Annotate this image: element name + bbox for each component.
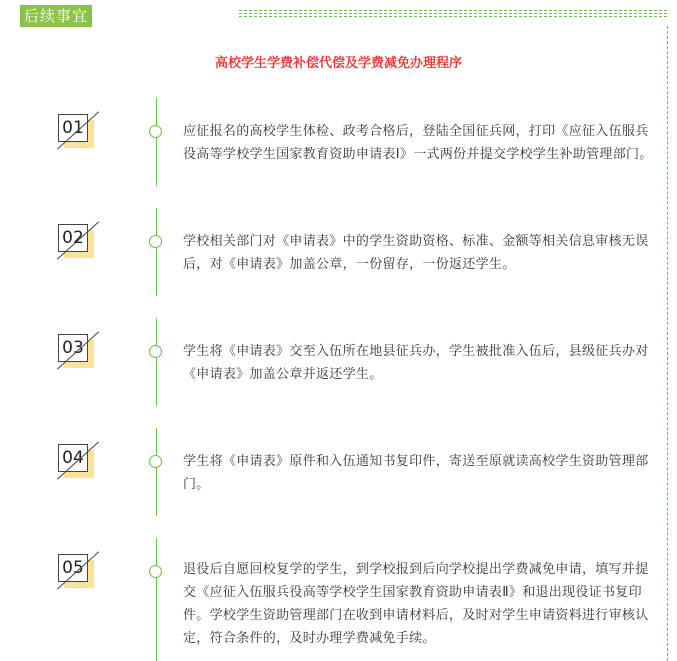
step-number-badge xyxy=(52,220,96,264)
timeline-line xyxy=(156,318,157,406)
step-number: 03 xyxy=(58,334,88,362)
timeline-dot xyxy=(149,125,162,138)
page-title: 高校学生学费补偿代偿及学费减免办理程序 xyxy=(214,56,462,71)
timeline-dot xyxy=(149,345,162,358)
timeline-dot xyxy=(149,455,162,468)
step-number: 04 xyxy=(58,444,88,472)
step-number: 01 xyxy=(58,114,88,142)
header-dotted-rule xyxy=(239,16,667,17)
step-item xyxy=(0,318,667,406)
step-number-badge xyxy=(52,550,96,594)
step-text: 学生将《申请表》原件和入伍通知书复印件，寄送至原就读高校学生资助管理部门。 xyxy=(183,454,649,492)
timeline-line xyxy=(156,98,157,186)
step-text: 学校相关部门对《申请表》中的学生资助资格、标准、金额等相关信息审核无误后，对《申请表》加盖公章，一份留存，一份返还学生。 xyxy=(183,234,649,272)
step-item xyxy=(0,538,667,661)
step-text: 退役后自愿回校复学的学生，到学校报到后向学校提出学费减免申请，填写并提交《应征入伍服兵役高等学校学生国家教育资助申请表Ⅱ》和退出现役证书复印件。学校学生资助管理部门在收到申请材料后，及时对学生申请资料进行审核认定，符合条件的，及时办理学费减免手续。 xyxy=(183,562,649,646)
header-dotted-rule xyxy=(239,10,667,11)
step-number: 02 xyxy=(58,224,88,252)
section-tag: 后续事宜 xyxy=(20,5,92,27)
timeline-dot xyxy=(149,565,162,578)
step-number-badge xyxy=(52,330,96,374)
timeline-dot xyxy=(149,235,162,248)
step-item xyxy=(0,98,667,186)
step-number: 05 xyxy=(58,554,88,582)
timeline-line xyxy=(156,538,157,661)
header-dotted-rule xyxy=(239,13,667,14)
timeline-line xyxy=(156,428,157,516)
step-item xyxy=(0,428,667,516)
step-text: 学生将《申请表》交至入伍所在地县征兵办，学生被批准入伍后，县级征兵办对《申请表》加盖公章并返还学生。 xyxy=(183,344,649,382)
step-text: 应征报名的高校学生体检、政考合格后，登陆全国征兵网，打印《应征入伍服兵役高等学校学生国家教育资助申请表Ⅰ》一式两份并提交学校学生补助管理部门。 xyxy=(183,124,653,162)
right-dotted-border xyxy=(667,26,668,661)
timeline-line xyxy=(156,208,157,296)
step-item xyxy=(0,208,667,296)
step-number-badge xyxy=(52,440,96,484)
step-number-badge xyxy=(52,110,96,154)
